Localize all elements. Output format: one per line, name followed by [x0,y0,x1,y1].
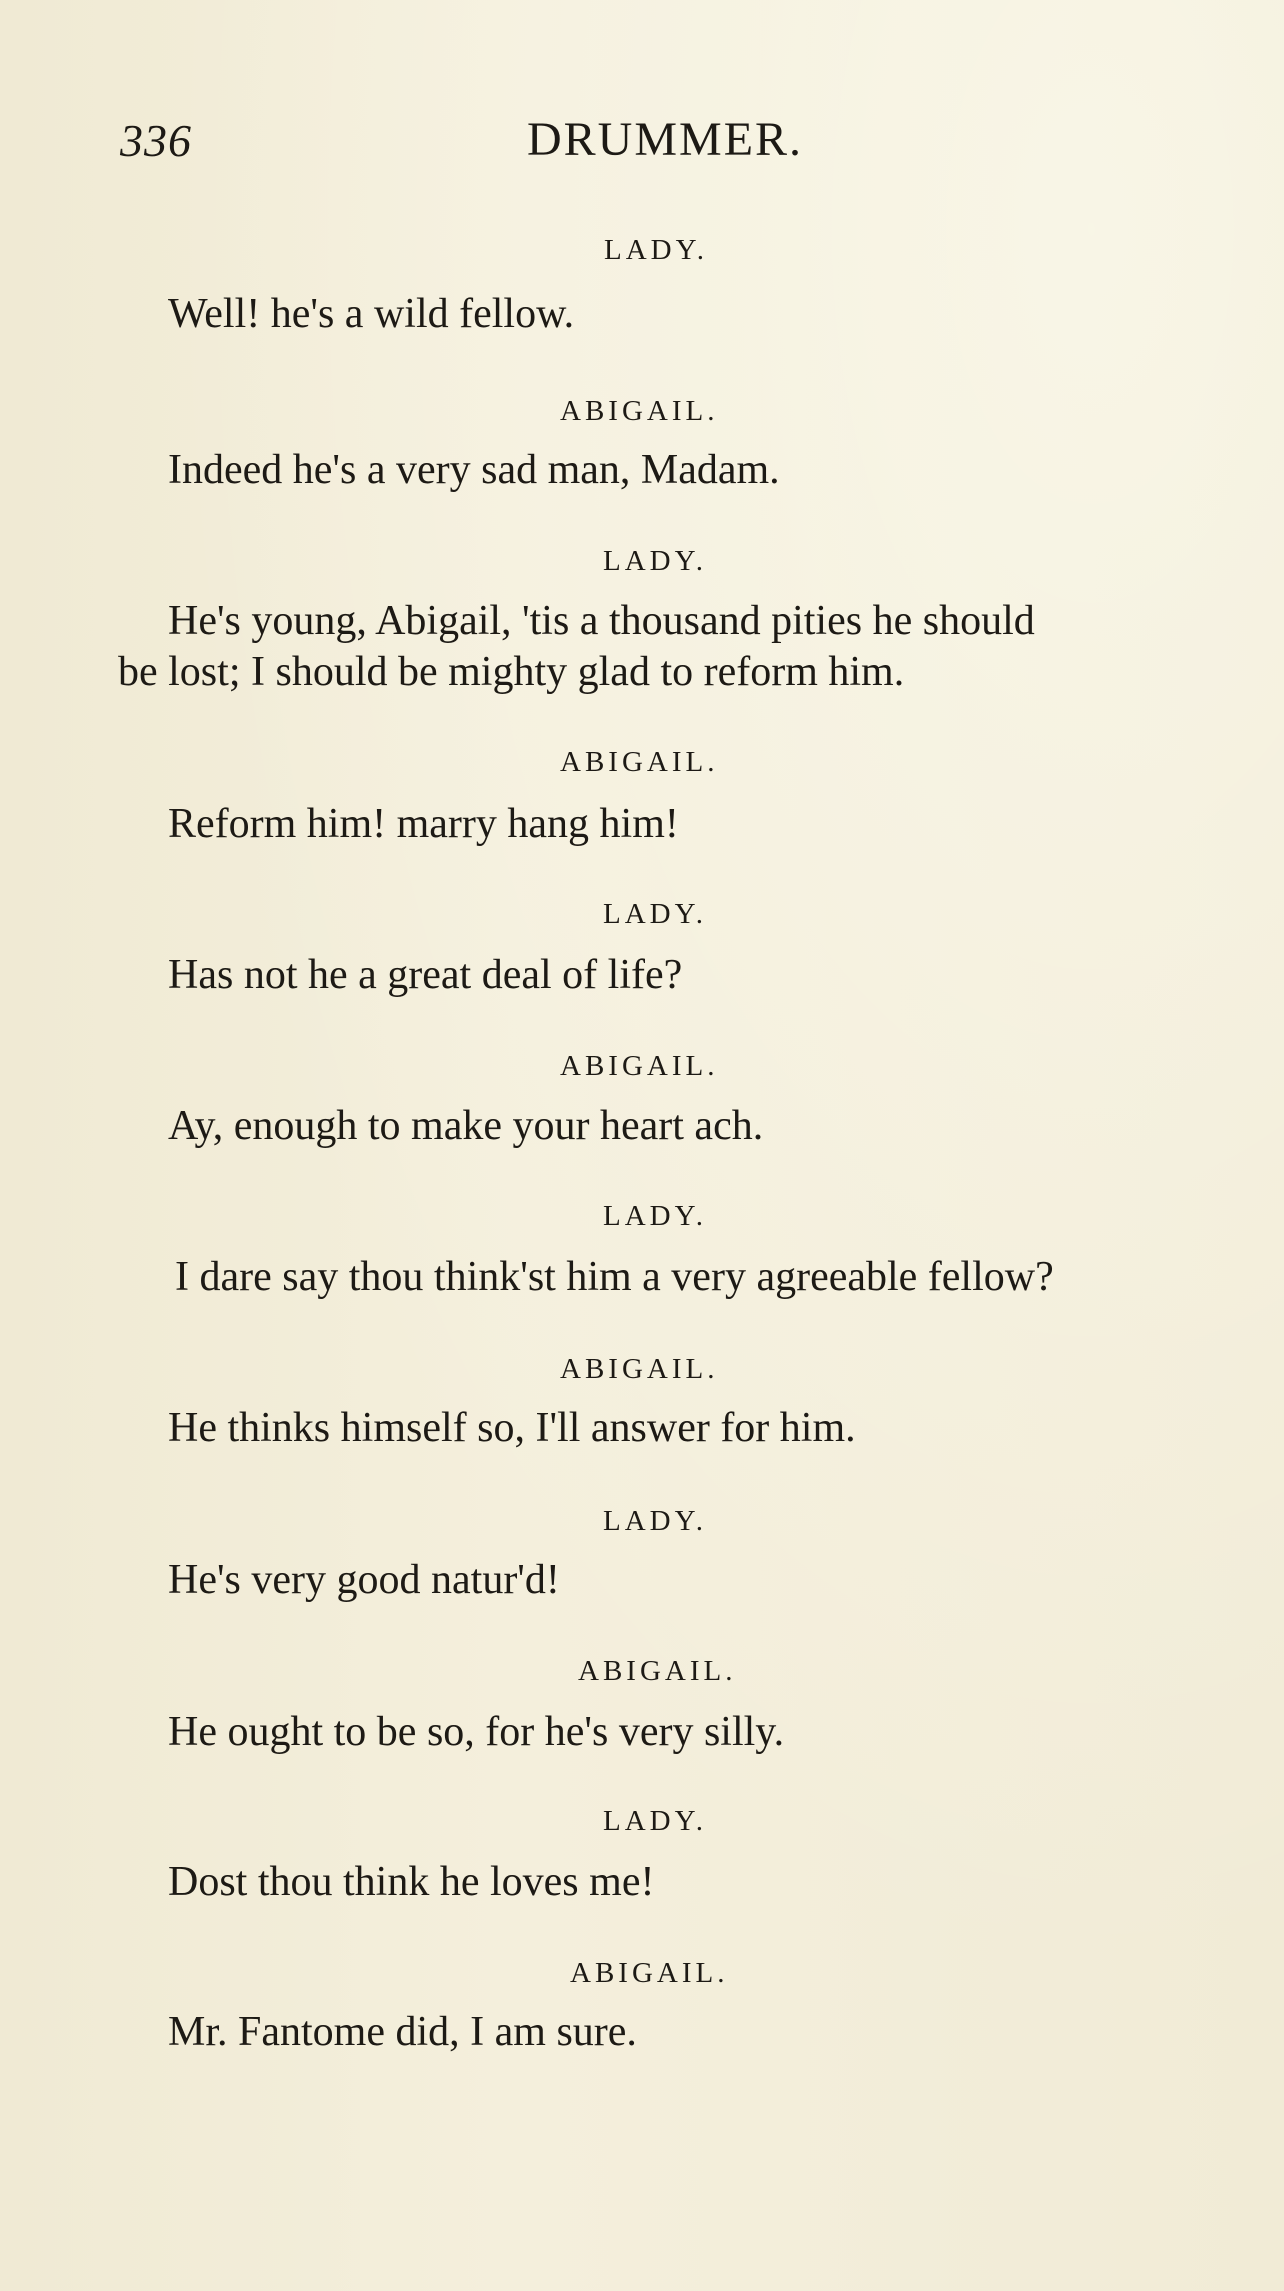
speaker-label: LADY. [603,1805,708,1837]
dialogue-line: I dare say thou think'st him a very agreeable fellow? [175,1254,1054,1300]
speaker-label: ABIGAIL. [570,1957,729,1989]
speaker-label: ABIGAIL. [578,1655,737,1687]
speaker-label: LADY. [604,234,709,266]
dialogue-line: He ought to be so, for he's very silly. [168,1709,785,1755]
dialogue-line: Well! he's a wild fellow. [168,291,575,337]
dialogue-line: Reform him! marry hang him! [168,801,679,847]
speaker-label: LADY. [603,1505,708,1537]
page-number: 336 [120,115,192,166]
dialogue-line: Mr. Fantome did, I am sure. [168,2009,637,2055]
dialogue-line: Ay, enough to make your heart ach. [168,1103,764,1149]
running-title: DRUMMER. [527,113,804,166]
dialogue-line: be lost; I should be mighty glad to reform him. [118,649,905,695]
dialogue-line: Indeed he's a very sad man, Madam. [168,447,780,493]
speaker-label: LADY. [603,898,708,930]
dialogue-line: He thinks himself so, I'll answer for him. [168,1405,856,1451]
speaker-label: ABIGAIL. [560,746,719,778]
speaker-label: LADY. [603,1200,708,1232]
dialogue-line: He's very good natur'd! [168,1557,560,1603]
speaker-label: LADY. [603,545,708,577]
dialogue-line: Dost thou think he loves me! [168,1859,655,1905]
dialogue-line: Has not he a great deal of life? [168,952,683,998]
speaker-label: ABIGAIL. [560,1353,719,1385]
dialogue-line: He's young, Abigail, 'tis a thousand pities he should [168,598,1035,644]
speaker-label: ABIGAIL. [560,395,719,427]
speaker-label: ABIGAIL. [560,1050,719,1082]
